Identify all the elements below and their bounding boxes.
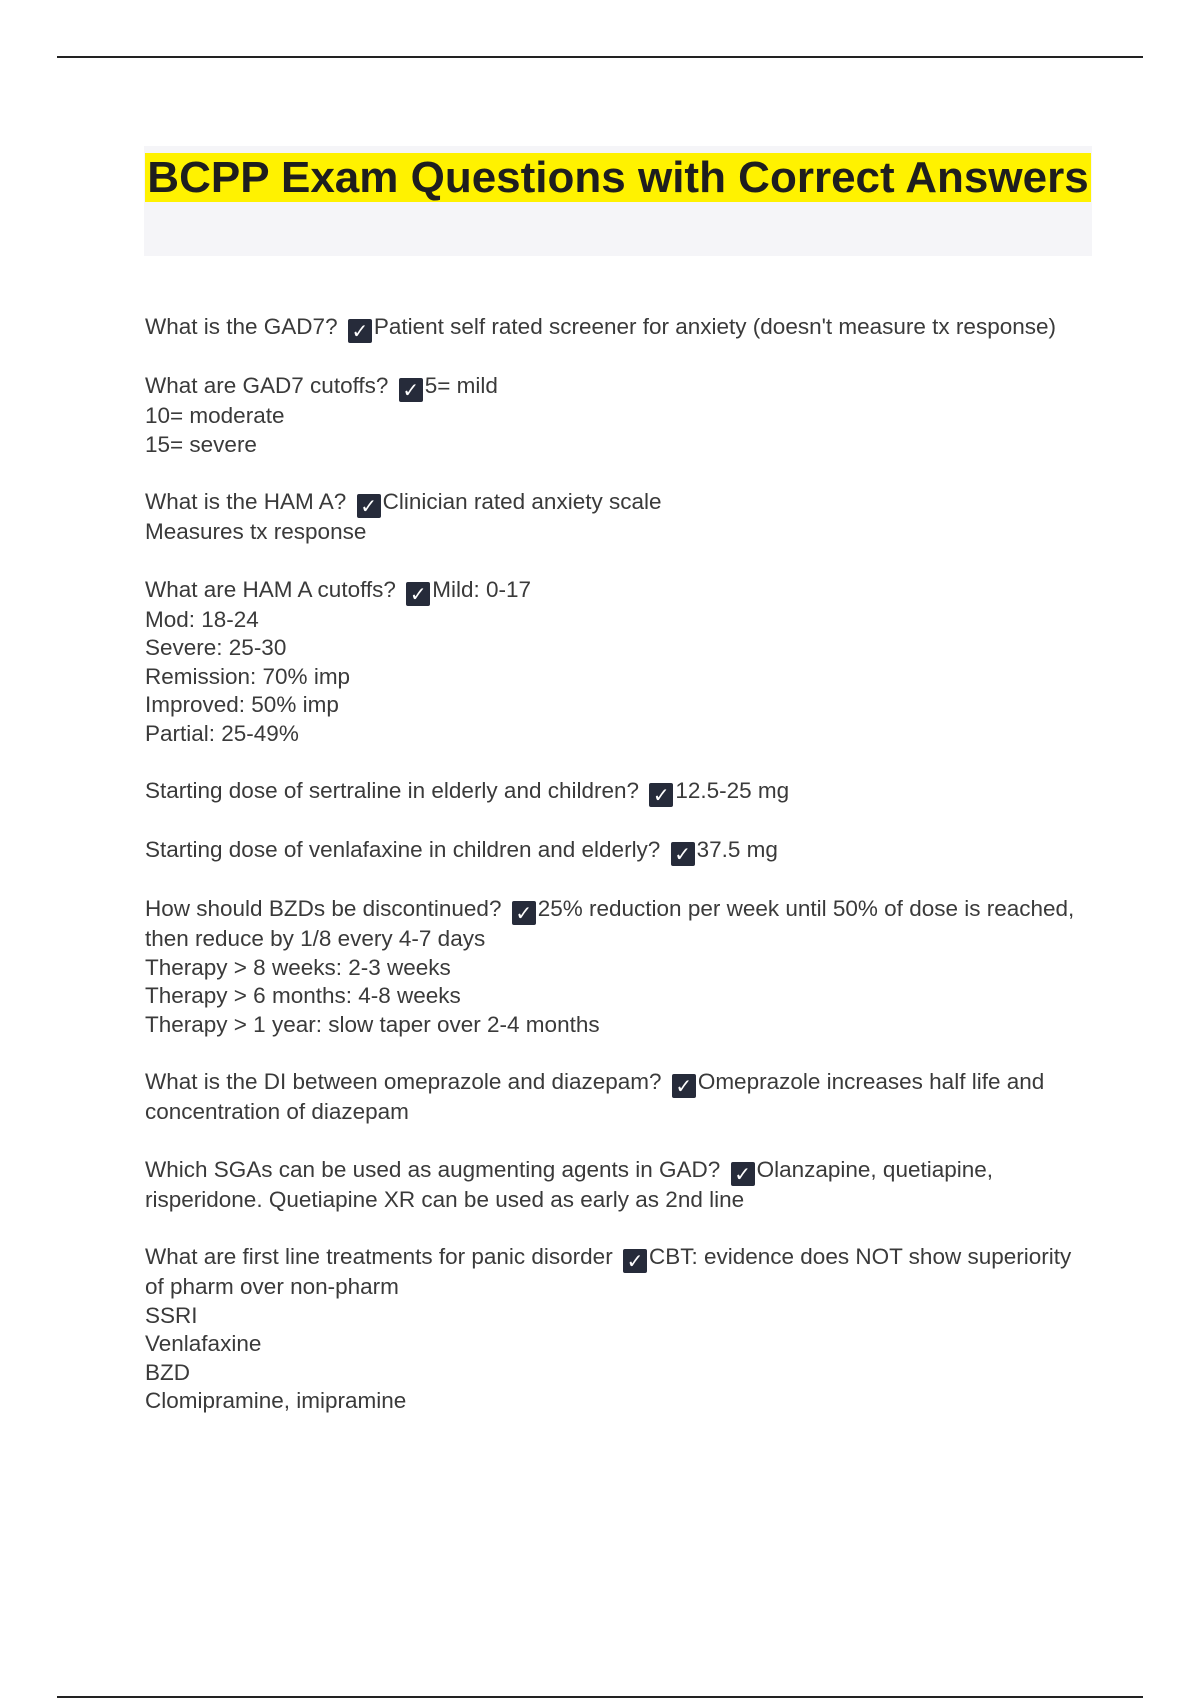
top-divider (57, 56, 1143, 58)
bottom-divider (57, 1696, 1143, 1698)
question-text: What is the GAD7? (145, 314, 338, 339)
answer-text: Clinician rated anxiety scale Measures tx response (145, 489, 662, 544)
check-icon: ✓ (357, 494, 381, 518)
question-text: What is the DI between omeprazole and diazepam? (145, 1069, 662, 1094)
check-icon: ✓ (406, 582, 430, 606)
question-text: Starting dose of venlafaxine in children and elderly? (145, 837, 661, 862)
qa-item (145, 576, 1075, 749)
answer-text: 25% reduction per week until 50% of dose is reached, then reduce by 1/8 every 4-7 days Therapy > 8 weeks: 2-3 weeks Therapy > 6 months: 4-8 weeks Therapy > 1 year: slow taper over 2-4 months (145, 896, 1075, 1037)
qa-item (145, 1243, 1075, 1416)
qa-item (145, 1068, 1075, 1127)
check-icon: ✓ (399, 378, 423, 402)
answer-text: Omeprazole increases half life and concentration of diazepam (145, 1069, 1051, 1124)
question-text: Which SGAs can be used as augmenting agents in GAD? (145, 1156, 721, 1182)
question-text: What are GAD7 cutoffs? (145, 373, 389, 398)
question-text: What are first line treatments for panic disorder (145, 1244, 613, 1269)
answer-text: Olanzapine, quetiapine, risperidone. Quetiapine XR can be used as early as 2nd line (145, 1156, 1000, 1212)
check-icon: ✓ (623, 1249, 647, 1273)
page-title (144, 146, 1092, 206)
check-icon: ✓ (348, 319, 372, 343)
qa-item (145, 488, 1075, 547)
qa-item (145, 1156, 1075, 1215)
check-icon: ✓ (512, 901, 536, 925)
qa-item (145, 777, 1075, 807)
qa-item (145, 836, 1075, 866)
qa-item (145, 313, 1075, 343)
answer-text: 12.5-25 mg (675, 778, 790, 803)
qa-list (145, 313, 1075, 1445)
question-text: How should BZDs be discontinued? (145, 896, 502, 921)
question-text: What are HAM A cutoffs? (145, 576, 396, 602)
answer-text: Patient self rated screener for anxiety (doesn't measure tx response) (373, 314, 1056, 339)
qa-item (145, 372, 1075, 459)
answer-text: 5= mild 10= moderate 15= severe (145, 373, 498, 457)
check-icon: ✓ (731, 1162, 755, 1186)
check-icon: ✓ (671, 842, 695, 866)
qa-item (145, 895, 1075, 1039)
question-text: What is the HAM A? (145, 489, 347, 514)
question-text: Starting dose of sertraline in elderly and children? (145, 778, 640, 803)
answer-text: Mild: 0-17 Mod: 18-24 Severe: 25-30 Remission: 70% imp Improved: 50% imp Partial: 25-49% (145, 576, 532, 746)
check-icon: ✓ (649, 783, 673, 807)
answer-text: 37.5 mg (696, 837, 778, 862)
page-title-text: BCPP Exam Questions with Correct Answers (147, 153, 1089, 202)
answer-text: CBT: evidence does NOT show superiority of pharm over non-pharm SSRI Venlafaxine BZD Clomipramine, imipramine (145, 1244, 1072, 1413)
check-icon: ✓ (672, 1074, 696, 1098)
title-band (144, 146, 1092, 256)
